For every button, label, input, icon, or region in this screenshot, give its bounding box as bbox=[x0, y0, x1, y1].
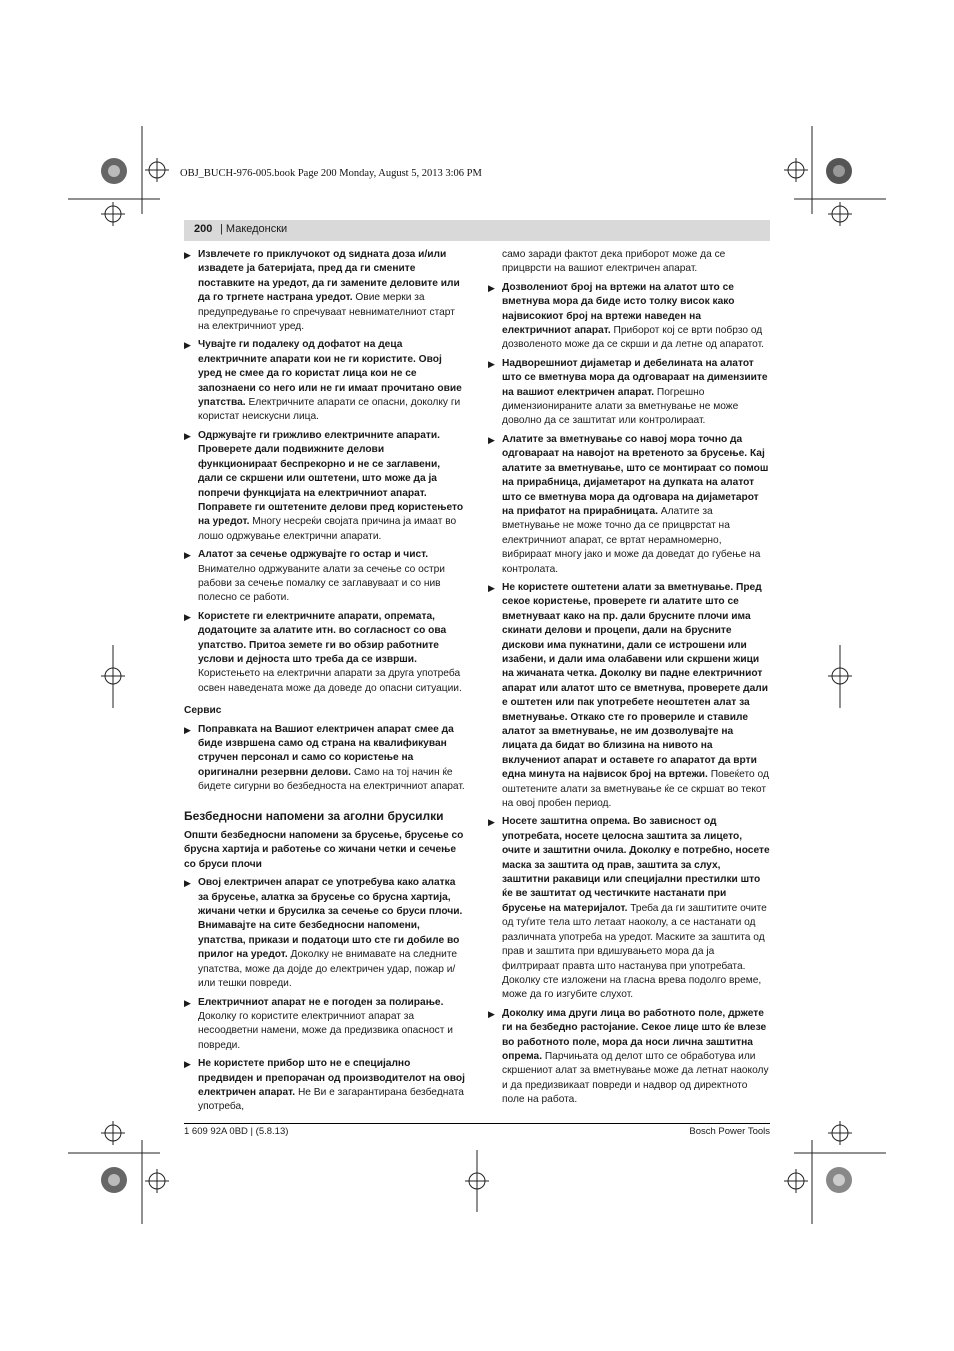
bullet-triangle-icon: ▶ bbox=[184, 1059, 191, 1070]
item-text: Погрешно димензионираните алати за вметнување не може доволно да се заштитат или контролираат. bbox=[502, 386, 739, 427]
item-bold: Користете ги електричните апарати, опремата, додатоците за алатите итн. во согласност со ова упатство. Притоа земете ги во обзир работните услови и дејноста што треба да се изврши. bbox=[198, 610, 447, 665]
bullet-triangle-icon: ▶ bbox=[184, 611, 191, 622]
list-item bbox=[184, 610, 466, 696]
item-text: Алатите за вметнување не може точно да се прицврстат на електричниот апарат, се вртат нерамномерно, вибрираат многу јако и може да доведат до губење на контролата. bbox=[502, 505, 761, 575]
section-heading: Безбедносни напомени за аголни брусилки bbox=[184, 808, 444, 823]
bullet-triangle-icon: ▶ bbox=[184, 878, 191, 889]
bullet-triangle-icon: ▶ bbox=[184, 250, 191, 260]
service-heading: Сервис bbox=[184, 705, 222, 717]
list-item bbox=[184, 876, 466, 991]
item-bold: Не користете оштетени алати за вметнување. Пред секое користење, проверете ги алатите што се вметнуваат како на пр. дали брусните плочи има скинати делови и процепи, дали на брусните дискови има пукнатини, дали се истрошени или изабени, и дали има олабавени или скршени жици на жичаната четка. Доколку ви падне електричниот апарат или алатот што се вметнува, проверете дали е оштетен или пак употребете неоштетен алат за вметнување. Откако сте го провериле и ставиле алатот за вметнување, не им дозволувајте на лицата да бидат во близина на нивото на вклучениот апарат и оставете го апаратот да врти една минута на највисок број на вртежи. bbox=[502, 581, 768, 781]
item-text: Треба да ги заштитите очите од туѓите тела што летаат наоколу, а се настанати од различната употреба на уредот. Маските за заштита од прав и заштита при вдишувањето мора да ја филтрираат правта што настанува при употребата. Доколку сте изложени на гласна врева подолго време, може да го изгубите слухот. bbox=[502, 902, 767, 1001]
item-bold: Надворешниот дијаметар и дебелината на алатот што се вметнува мора да одговараат на димензиите на вашиот електричен апарат. bbox=[502, 357, 768, 398]
item-bold: Не користете прибор што не е специјално предвиден и препорачан од производителот на овој електричен апарат. bbox=[198, 1058, 465, 1098]
list-item bbox=[184, 996, 466, 1054]
item-bold: Овој електричен апарат се употребува како алатка за брусење, алатка за брусење со брусна хартија, жичани четки и брусилка за сечење со бруси плочи. Внимавајте на сите безбедносни напомени, упатства, прикази и податоци што сте ги добиле во прилог на уредот. bbox=[198, 877, 463, 961]
bullet-triangle-icon: ▶ bbox=[488, 358, 495, 369]
item-text: Доколку не внимавате на следните упатства, може да дојде до електричен удар, пожар и/или тешки повреди. bbox=[198, 949, 458, 990]
item-bold: Алатите за вметнување со навој мора точно да одговараат на навојот на вретеното за брусење. Кај алатите за вметнување, што се монтираат со помош на прирабница, дијаметарот на дупката на алатот што се вметнува мора да одговара на дијаметарот на прифатот на прирабницата. bbox=[502, 433, 769, 517]
bullet-triangle-icon: ▶ bbox=[488, 1008, 495, 1019]
job-line: OBJ_BUCH-976-005.book Page 200 Monday, August 5, 2013 3:06 PM bbox=[180, 168, 482, 179]
item-bold: Носете заштитна опрема. Во зависност од употребата, носете целосна заштита за лицето, очите и заштитни очила. Доколку е потребно, носете маска за заштита од прав, заштита за слух, заштитни ракавици или специјални престилки што ќе ве заштитат од честичките настанати при брусење на материјалот. bbox=[502, 816, 770, 914]
list-item bbox=[488, 581, 770, 812]
section-intro: Општи безбедносни напомени за брусење, брусење со брусна хартија и работење со жичани четки и сечење со бруси плочи bbox=[184, 830, 464, 870]
list-item bbox=[184, 1057, 466, 1115]
bullet-triangle-icon: ▶ bbox=[184, 550, 191, 561]
item-text: Доколку го користите електричниот апарат за несоодветни намени, може да предизвика опасност и повреди. bbox=[198, 1010, 453, 1051]
bullet-triangle-icon: ▶ bbox=[488, 582, 495, 593]
bullet-triangle-icon: ▶ bbox=[488, 434, 495, 445]
list-item bbox=[488, 1007, 770, 1108]
footer-brand: Bosch Power Tools bbox=[689, 1126, 770, 1137]
item-bold: Електричниот апарат не е погоден за полирање. bbox=[198, 996, 444, 1008]
item-bold: Чувајте ги подалеку од дофатот на деца електричните апарати кои не ги користите. Овој уред не смее да го користат лица кои не се запознаени со него или не ги имаат прочитано овие упатства. bbox=[198, 339, 462, 409]
page-number: 200 bbox=[194, 223, 213, 235]
continuation-text: само заради фактот дека приборот може да се прицврсти на вашиот електричен апарат. bbox=[502, 249, 726, 275]
page-header bbox=[184, 220, 770, 241]
item-text: Само на тој начин ќе бидете сигурни во безбедноста на електричниот апарат. bbox=[198, 766, 465, 793]
left-column bbox=[184, 248, 466, 1119]
item-text: Користењето на електрични апарати за друга употреба освен наведената може да доведе до опасни ситуации. bbox=[198, 668, 462, 694]
bullet-triangle-icon: ▶ bbox=[184, 340, 191, 351]
item-text: Приборот кој се врти побрзо од дозволеното може да се скрши и да летне од апаратот. bbox=[502, 325, 764, 351]
bullet-triangle-icon: ▶ bbox=[488, 282, 495, 293]
list-item bbox=[184, 338, 466, 424]
list-item bbox=[488, 357, 770, 429]
item-bold: Алатот за сечење одржувајте го остар и чист. bbox=[198, 549, 429, 561]
list-item bbox=[488, 433, 770, 577]
bullet-triangle-icon: ▶ bbox=[184, 997, 191, 1008]
item-text: Многу несреќи својата причина ја имаат во лошо одржување електрични апарати. bbox=[198, 516, 457, 542]
item-text: Електричните апарати се опасни, доколку ги користат неискусни лица. bbox=[198, 397, 461, 423]
list-item bbox=[184, 429, 466, 544]
item-bold: Доколку има други лица во работното поле, држете ги на безбедно растојание. Секое лице што ќе влезе во работното поле, мора да носи лична заштитна опрема. bbox=[502, 1007, 767, 1062]
item-text: Не Ви е загарантирана безбедната употреба, bbox=[198, 1086, 464, 1113]
item-bold: Извлечете го приклучокот од sидната доза и/или извадете ја батеријата, пред да ги смените поставките на уредот, да ги замените деловите или да го тргнете настрана уредот. bbox=[198, 249, 460, 304]
right-column bbox=[488, 248, 770, 1112]
item-text: Овие мерки за предупредување го спречуваат невнимателниот старт на електричниот уред. bbox=[198, 292, 455, 333]
bullet-triangle-icon: ▶ bbox=[184, 430, 191, 441]
list-item bbox=[184, 248, 466, 334]
bullet-triangle-icon: ▶ bbox=[184, 724, 191, 735]
item-text: Внимателно одржуваните алати за сечење со остри рабови за сечење помалку се заглавуваат и со нив полесно се работи. bbox=[198, 563, 445, 604]
bullet-triangle-icon: ▶ bbox=[488, 817, 495, 828]
item-bold: Поправката на Вашиот електричен апарат смее да биде извршена само од страна на квалификуван стручен персонал и само со користење на оригинални резервни делови. bbox=[198, 723, 454, 778]
list-item bbox=[488, 815, 770, 1002]
page-footer bbox=[184, 1123, 770, 1137]
item-bold: Одржувајте ги грижливо електричните апарати. Проверете дали подвижните делови функционираат беспрекорно и не се заглавени, дали се скршени или оштетени, што може да ја попречи функцијата на електричниот апарат. Поправете ги оштетените делови пред користењето на уредот. bbox=[198, 429, 464, 528]
item-bold: Дозволениот број на вртежи на алатот што се вметнува мора да биде исто толку висок како највисокиот број на вртежи наведен на електричниот апарат. bbox=[502, 281, 735, 337]
list-item bbox=[488, 281, 770, 353]
language-label: | Македонски bbox=[220, 223, 288, 235]
item-text: Повеќето од оштетените алати за вметнување ќе се скршат во текот на овој пробен период. bbox=[502, 769, 769, 810]
list-item bbox=[184, 723, 466, 795]
footer-code: 1 609 92A 0BD | (5.8.13) bbox=[184, 1126, 289, 1137]
item-text: Парчињата од делот што се обработува или скршениот алат за вметнување може да летнат наоколу и да предизвикаат повреди и надвор од директното поле на работа. bbox=[502, 1050, 769, 1106]
list-item bbox=[184, 548, 466, 606]
